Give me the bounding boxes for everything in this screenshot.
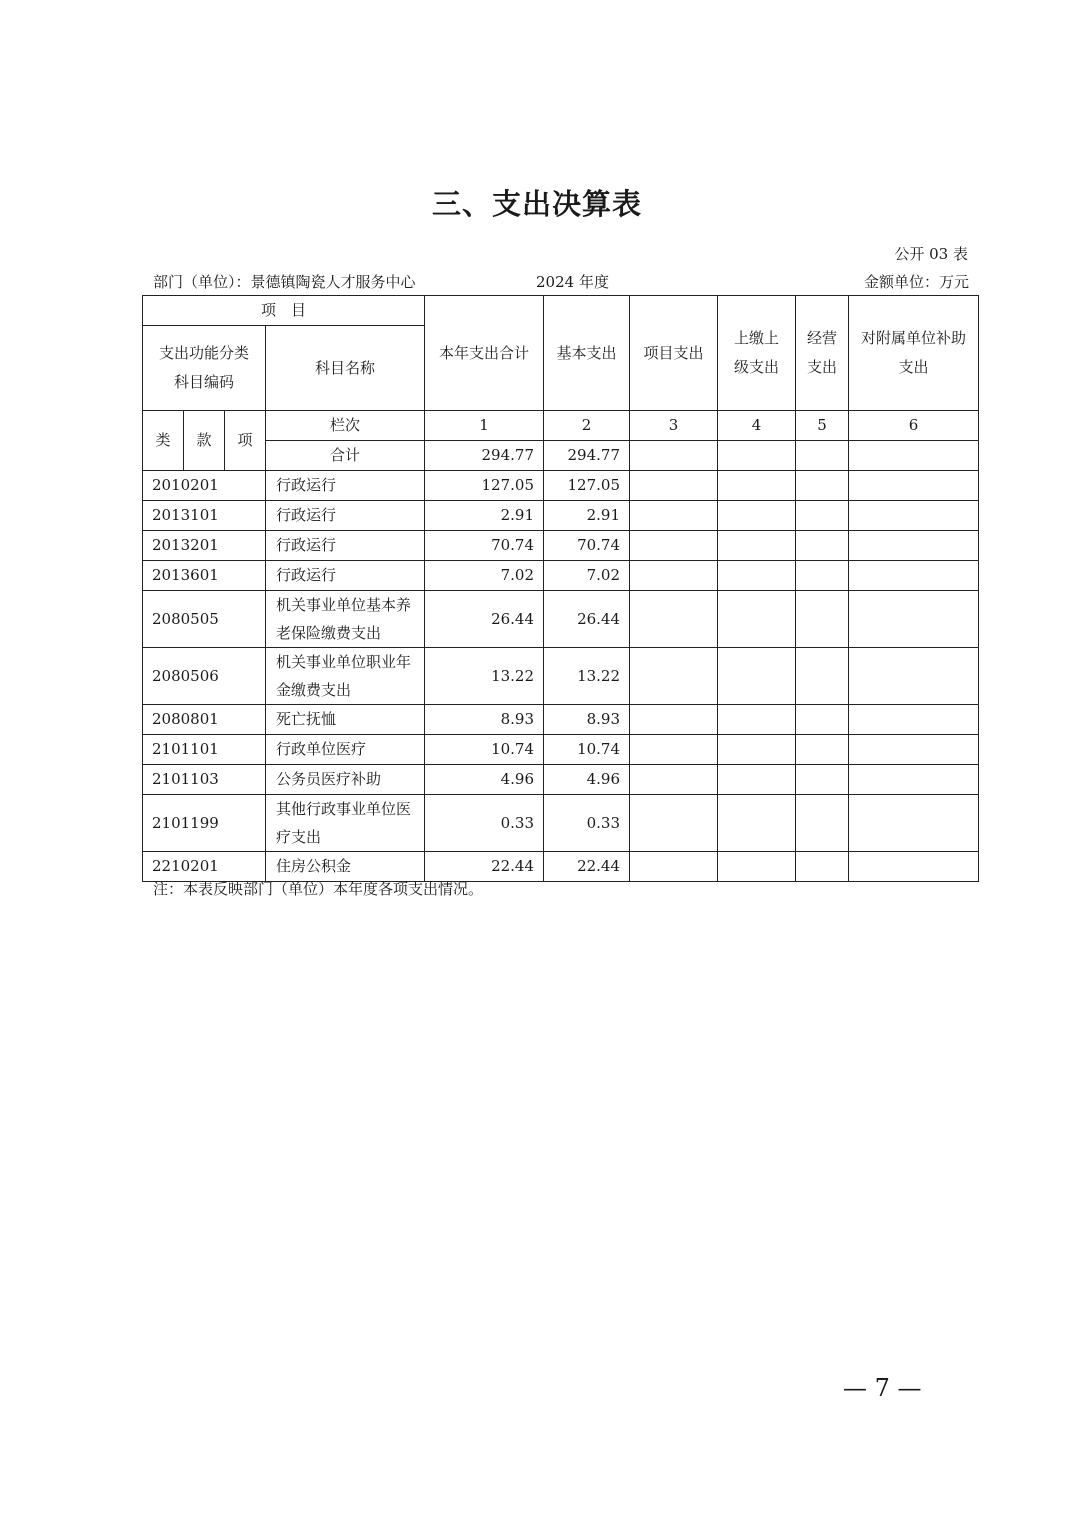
row-subsidiary [849, 531, 979, 561]
header-col-total: 本年支出合计 [425, 296, 544, 411]
row-subsidiary [849, 852, 979, 882]
row-basic: 10.74 [544, 735, 630, 765]
row-project [630, 591, 718, 648]
row-basic: 2.91 [544, 501, 630, 531]
column-index-5: 5 [796, 411, 849, 441]
row-code: 2010201 [143, 471, 266, 501]
row-basic: 22.44 [544, 852, 630, 882]
row-project [630, 765, 718, 795]
row-business [796, 735, 849, 765]
row-total: 127.05 [425, 471, 544, 501]
table-row [143, 735, 979, 765]
row-code: 2101101 [143, 735, 266, 765]
table-meta [153, 271, 969, 293]
row-upper [718, 531, 796, 561]
row-subject-name: 行政运行 [266, 561, 425, 591]
total-subsidiary [849, 441, 979, 471]
row-subject-name: 行政运行 [266, 531, 425, 561]
row-subject-name: 行政单位医疗 [266, 735, 425, 765]
header-kuan: 款 [184, 411, 225, 471]
column-index-1: 1 [425, 411, 544, 441]
row-subsidiary [849, 501, 979, 531]
row-basic: 70.74 [544, 531, 630, 561]
header-col-subsidiary: 对附属单位补助支出 [849, 296, 979, 411]
row-subject-name: 住房公积金 [266, 852, 425, 882]
row-business [796, 795, 849, 852]
row-basic: 8.93 [544, 705, 630, 735]
row-code: 2080506 [143, 648, 266, 705]
row-business [796, 765, 849, 795]
table-row [143, 471, 979, 501]
row-upper [718, 735, 796, 765]
header-col-basic: 基本支出 [544, 296, 630, 411]
row-project [630, 852, 718, 882]
row-code: 2013201 [143, 531, 266, 561]
table-row [143, 561, 979, 591]
row-subsidiary [849, 735, 979, 765]
row-subject-name: 行政运行 [266, 471, 425, 501]
header-col-business: 经营支出 [796, 296, 849, 411]
row-total: 22.44 [425, 852, 544, 882]
row-business [796, 501, 849, 531]
row-basic: 0.33 [544, 795, 630, 852]
row-subject-name: 公务员医疗补助 [266, 765, 425, 795]
row-subject-name: 机关事业单位基本养老保险缴费支出 [266, 591, 425, 648]
row-subject-name: 行政运行 [266, 501, 425, 531]
row-subject-name: 死亡抚恤 [266, 705, 425, 735]
total-amount: 294.77 [425, 441, 544, 471]
row-total: 0.33 [425, 795, 544, 852]
row-project [630, 705, 718, 735]
row-business [796, 561, 849, 591]
row-total: 2.91 [425, 501, 544, 531]
row-basic: 7.02 [544, 561, 630, 591]
row-basic: 26.44 [544, 591, 630, 648]
row-business [796, 705, 849, 735]
row-upper [718, 795, 796, 852]
total-label: 合计 [266, 441, 425, 471]
row-code: 2101199 [143, 795, 266, 852]
table-note: 注：本表反映部门（单位）本年度各项支出情况。 [153, 880, 484, 898]
row-project [630, 471, 718, 501]
column-index-3: 3 [630, 411, 718, 441]
row-basic: 127.05 [544, 471, 630, 501]
row-subsidiary [849, 705, 979, 735]
table-row [143, 852, 979, 882]
row-upper [718, 591, 796, 648]
header-col-project: 项目支出 [630, 296, 718, 411]
header-lei: 类 [143, 411, 184, 471]
row-project [630, 648, 718, 705]
form-number: 公开 03 表 [894, 245, 968, 263]
amount-unit: 金额单位：万元 [863, 273, 969, 291]
expenditure-table [142, 295, 979, 882]
row-total: 13.22 [425, 648, 544, 705]
row-subsidiary [849, 561, 979, 591]
row-business [796, 471, 849, 501]
row-project [630, 531, 718, 561]
row-subsidiary [849, 648, 979, 705]
column-index-label: 栏次 [266, 411, 425, 441]
row-business [796, 852, 849, 882]
column-index-4: 4 [718, 411, 796, 441]
table-row [143, 531, 979, 561]
header-item: 项 目 [143, 296, 425, 326]
row-upper [718, 471, 796, 501]
row-upper [718, 561, 796, 591]
row-code: 2101103 [143, 765, 266, 795]
row-total: 10.74 [425, 735, 544, 765]
row-code: 2013101 [143, 501, 266, 531]
row-basic: 4.96 [544, 765, 630, 795]
row-subject-name: 其他行政事业单位医疗支出 [266, 795, 425, 852]
header-xiang: 项 [225, 411, 266, 471]
row-project [630, 735, 718, 765]
total-basic: 294.77 [544, 441, 630, 471]
row-business [796, 531, 849, 561]
total-business [796, 441, 849, 471]
header-func-class: 支出功能分类科目编码 [143, 326, 266, 411]
page-title: 三、支出决算表 [431, 187, 642, 221]
header-col-upper: 上缴上级支出 [718, 296, 796, 411]
row-business [796, 591, 849, 648]
table-row [143, 765, 979, 795]
table-row [143, 501, 979, 531]
row-total: 70.74 [425, 531, 544, 561]
row-total: 4.96 [425, 765, 544, 795]
row-project [630, 501, 718, 531]
row-project [630, 561, 718, 591]
page-number: — 7 — [843, 1374, 922, 1402]
row-code: 2013601 [143, 561, 266, 591]
row-total: 8.93 [425, 705, 544, 735]
fiscal-year: 2024 年度 [536, 273, 609, 291]
row-upper [718, 705, 796, 735]
total-row [143, 441, 979, 471]
table-row [143, 648, 979, 705]
row-subsidiary [849, 591, 979, 648]
row-subsidiary [849, 765, 979, 795]
header-subject-name: 科目名称 [266, 326, 425, 411]
row-code: 2080505 [143, 591, 266, 648]
department-label: 部门（单位）：景德镇陶瓷人才服务中心 [153, 273, 416, 291]
total-project [630, 441, 718, 471]
total-upper [718, 441, 796, 471]
row-upper [718, 648, 796, 705]
table-row [143, 795, 979, 852]
row-upper [718, 852, 796, 882]
row-subsidiary [849, 795, 979, 852]
row-upper [718, 765, 796, 795]
row-project [630, 795, 718, 852]
row-code: 2210201 [143, 852, 266, 882]
column-index-2: 2 [544, 411, 630, 441]
table-row [143, 705, 979, 735]
table-row [143, 591, 979, 648]
row-subject-name: 机关事业单位职业年金缴费支出 [266, 648, 425, 705]
row-upper [718, 501, 796, 531]
row-total: 26.44 [425, 591, 544, 648]
row-total: 7.02 [425, 561, 544, 591]
row-subsidiary [849, 471, 979, 501]
row-code: 2080801 [143, 705, 266, 735]
row-business [796, 648, 849, 705]
row-basic: 13.22 [544, 648, 630, 705]
column-index-6: 6 [849, 411, 979, 441]
